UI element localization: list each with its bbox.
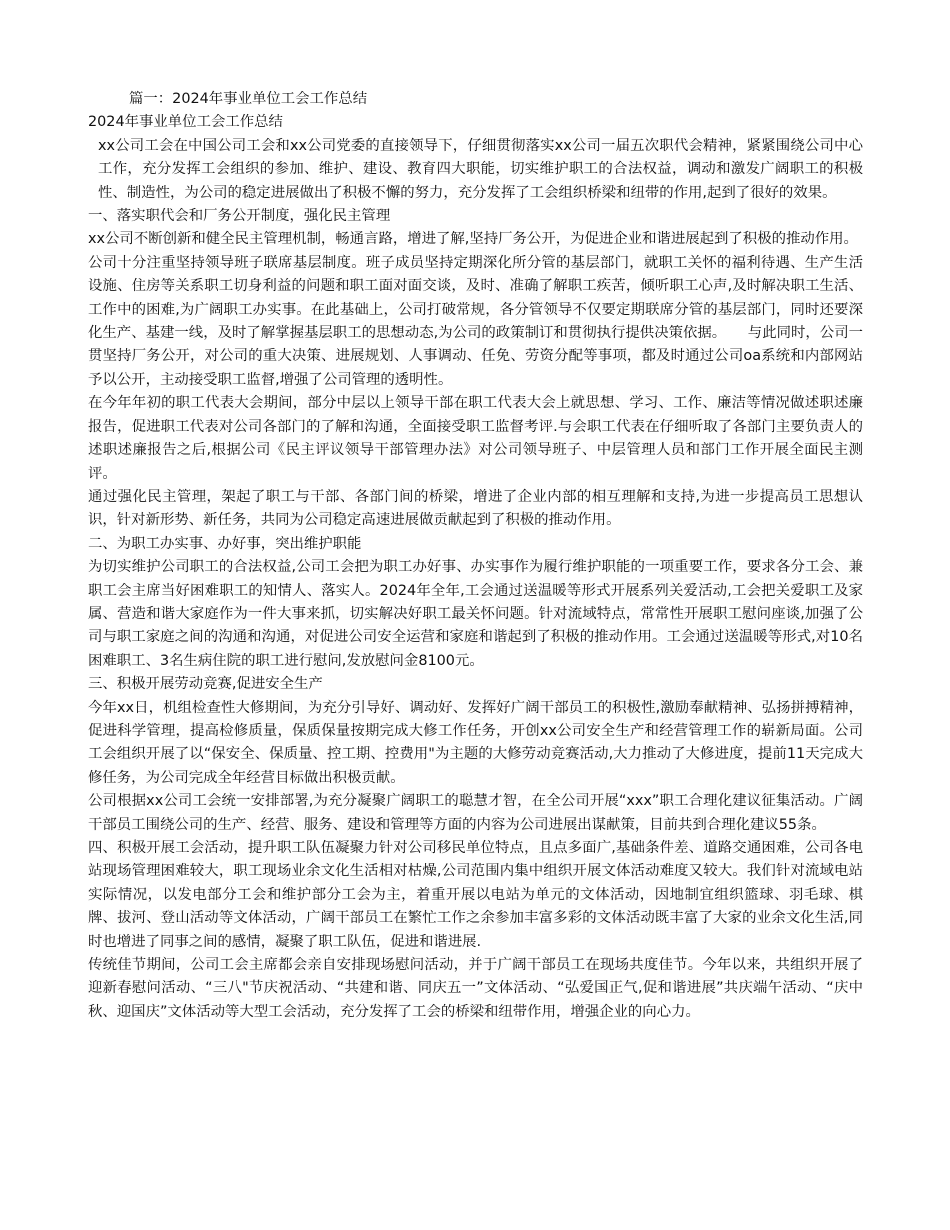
paragraph: 今年xx日，机组检查性大修期间，为充分引导好、调动好、发挥好广阔干部员工的积极性,激励奉献精神、弘扬拼搏精神，促进科学管理，提高检修质量，保质保量按期完成大修工作任务，开创xx公司安全生产和经营管理工作的崭新局面。公司工会组织开展了以“保安全、保质量、控工期、控费用"为主题的大修劳动竞赛活动,大力推动了大修进度，提前11天完成大修任务，为公司完成全年经营目标做出积极贡献。 [88, 699, 863, 786]
section-heading-1: 一、落实职代会和厂务公开制度，强化民主管理 [88, 208, 391, 225]
paragraph: 公司十分注重坚持领导班子联席基层制度。班子成员坚持定期深化所分管的基层部门，就职工关怀的福利待遇、生产生活设施、住房等关系职工切身利益的问题和职工面对面交谈，及时、准确了解职工疾苦，倾听职工心声,及时解决职工生活、工作中的困难,为广阔职工办实事。在此基础上，公司打破常规，各分管领导不仅要定期联席分管的基层部门，同时还要深化生产、基建一线，及时了解掌握基层职工的思想动态,为公司的政策制订和贯彻执行提供决策依据。 与此同时，公司一贯坚持厂务公开，对公司的重大决策、进展规划、人事调动、任免、劳资分配等事项，都及时通过公司oa系统和内部网站予以公开，主动接受职工监督,增强了公司管理的透明性。 [88, 254, 863, 388]
paragraph-intro: xx公司工会在中国公司工会和xx公司党委的直接领导下，仔细贯彻落实xx公司一届五次职代会精神，紧紧围绕公司中心工作，充分发挥工会组织的参加、维护、建设、教育四大职能，切实维护职工的合法权益，调动和激发广阔职工的积极性、制造性，为公司的稳定进展做出了积极不懈的努力，充分发挥了工会组织桥梁和纽带的作用,起到了很好的效果。 [98, 137, 863, 201]
paragraph: 公司根据xx公司工会统一安排部署,为充分凝聚广阔职工的聪慧才智，在全公司开展“xxx”职工合理化建议征集活动。广阔干部员工围绕公司的生产、经营、服务、建设和管理等方面的内容为公司进展出谋献策，目前共到合理化建议55条。 [88, 793, 863, 833]
paragraph: 通过强化民主管理，架起了职工与干部、各部门间的桥梁，增进了企业内部的相互理解和支持,为进一步提高员工思想认识，针对新形势、新任务，共同为公司稳定高速进展做贡献起到了积极的推动作用。 [88, 488, 863, 529]
section-heading-4-paragraph: 四、积极开展工会活动，提升职工队伍凝聚力针对公司移民单位特点，且点多面广,基础条件差、道路交通困难，公司各电站现场管理困难较大，职工现场业余文化生活相对枯燥,公司范围内集中组织开展文体活动难度又较大。我们针对流域电站实际情况，以发电部分工会和维护部分工会为主，着重开展以电站为单元的文体活动，因地制宜组织篮球、羽毛球、棋牌、拔河、登山活动等文体活动，广阔干部员工在繁忙工作之余参加丰富多彩的文体活动既丰富了大家的业余文化生活,同时也增进了同事之间的感情，凝聚了职工队伍，促进和谐进展. [88, 840, 863, 950]
document-header: 篇一：2024年事业单位工会工作总结 [129, 91, 368, 107]
section-heading-2: 二、为职工办实事、办好事，突出维护职能 [88, 535, 362, 552]
paragraph: 为切实维护公司职工的合法权益,公司工会把为职工办好事、办实事作为履行维护职能的一项重要工作，要求各分工会、兼职工会主席当好困难职工的知情人、落实人。2024年全年,工会通过送温暖等形式开展系列关爱活动,工会把关爱职工及家属、营造和谐大家庭作为一件大事来抓，切实解决好职工最关怀问题。针对流域特点，常常性开展职工慰问座谈,加强了公司与职工家庭之间的沟通和沟通，对促进公司安全运营和家庭和谐起到了积极的推动作用。工会通过送温暖等形式,对10名困难职工、3名生病住院的职工进行慰问,发放慰问金8100元。 [88, 559, 863, 669]
document-title: 2024年事业单位工会工作总结 [88, 114, 283, 131]
paragraph: xx公司不断创新和健全民主管理机制，畅通言路，增进了解,坚持厂务公开，为促进企业和谐进展起到了积极的推动作用。 [88, 231, 858, 248]
paragraph: 传统佳节期间，公司工会主席都会亲自安排现场慰问活动，并于广阔干部员工在现场共度佳节。今年以来，共组织开展了迎新春慰问活动、“三八"节庆祝活动、“共建和谐、同庆五一”文体活动、“弘爱国正气,促和谐进展”共庆端午活动、“庆中秋、迎国庆”文体活动等大型工会活动，充分发挥了工会的桥梁和纽带作用，增强企业的向心力。 [88, 957, 863, 1020]
paragraph: 在今年年初的职工代表大会期间，部分中层以上领导干部在职工代表大会上就思想、学习、工作、廉洁等情况做述职述廉报告，促进职工代表对公司各部门的了解和沟通，全面接受职工监督考评.与会职工代表在仔细听取了各部门主要负责人的述职述廉报告之后,根据公司《民主评议领导干部管理办法》对公司领导班子、中层管理人员和部门工作开展全面民主测评。 [88, 395, 863, 482]
document-page [88, 88, 863, 1024]
section-heading-3: 三、积极开展劳动竞赛,促进安全生产 [88, 676, 323, 693]
